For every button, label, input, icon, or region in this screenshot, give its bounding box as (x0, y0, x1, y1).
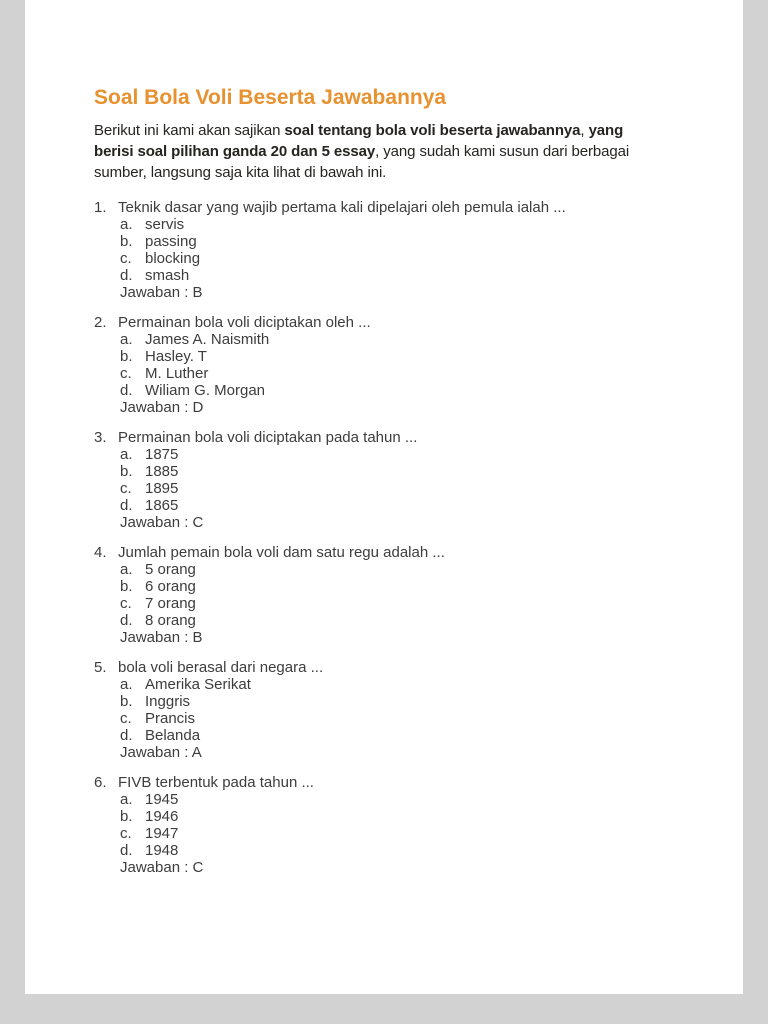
option-letter: c. (120, 365, 132, 382)
option-text: James A. Naismith (145, 331, 270, 348)
option-item (120, 676, 661, 693)
option-letter: b. (120, 808, 133, 825)
option-text: smash (145, 267, 190, 284)
question-text (94, 314, 661, 331)
option-letter: a. (120, 791, 133, 808)
option-item (120, 480, 661, 497)
option-item (120, 331, 661, 348)
option-text: blocking (145, 250, 201, 267)
option-text: Hasley. T (145, 348, 207, 365)
question-item (94, 429, 661, 531)
answer-text: Jawaban : B (120, 284, 203, 301)
question-number: 5. (94, 659, 107, 676)
option-item (120, 446, 661, 463)
option-letter: d. (120, 842, 133, 859)
option-letter: b. (120, 578, 133, 595)
question-body: Jumlah pemain bola voli dam satu regu adalah ... (118, 544, 445, 561)
option-letter: b. (120, 233, 133, 250)
option-list (120, 216, 661, 284)
option-text: servis (145, 216, 185, 233)
option-text: 1875 (145, 446, 179, 463)
option-item (120, 348, 661, 365)
option-letter: a. (120, 676, 133, 693)
option-item (120, 808, 661, 825)
option-item (120, 791, 661, 808)
option-text: Wiliam G. Morgan (145, 382, 266, 399)
question-item (94, 314, 661, 416)
option-letter: b. (120, 348, 133, 365)
question-text (94, 429, 661, 446)
option-item (120, 825, 661, 842)
option-letter: c. (120, 825, 132, 842)
option-letter: c. (120, 250, 132, 267)
question-text (94, 659, 661, 676)
answer-text: Jawaban : C (120, 514, 204, 531)
answer-text: Jawaban : D (120, 399, 204, 416)
option-letter: a. (120, 216, 133, 233)
option-list (120, 676, 661, 744)
option-item (120, 710, 661, 727)
answer-text: Jawaban : C (120, 859, 204, 876)
question-number: 3. (94, 429, 107, 446)
option-item (120, 250, 661, 267)
option-text: 1947 (145, 825, 179, 842)
document-page (25, 0, 743, 994)
option-letter: b. (120, 463, 133, 480)
question-number: 6. (94, 774, 107, 791)
option-text: 7 orang (145, 595, 196, 612)
option-list (120, 561, 661, 629)
question-item (94, 774, 661, 876)
answer-text: Jawaban : A (120, 744, 202, 761)
option-text: Inggris (145, 693, 191, 710)
intro-text-plain: Berikut ini kami akan sajikan (94, 122, 285, 139)
intro-text-bold: soal tentang bola voli beserta jawabannya (284, 122, 581, 139)
option-text: 1885 (145, 463, 179, 480)
question-body: Teknik dasar yang wajib pertama kali dipelajari oleh pemula ialah ... (118, 199, 566, 216)
option-item (120, 561, 661, 578)
option-letter: a. (120, 446, 133, 463)
option-letter: d. (120, 382, 133, 399)
option-item (120, 612, 661, 629)
option-letter: c. (120, 710, 132, 727)
option-text: 1946 (145, 808, 179, 825)
option-text: 5 orang (145, 561, 196, 578)
question-item (94, 659, 661, 761)
option-letter: d. (120, 497, 133, 514)
option-letter: d. (120, 267, 133, 284)
option-text: 1945 (145, 791, 179, 808)
option-letter: b. (120, 693, 133, 710)
option-letter: a. (120, 561, 133, 578)
option-text: 1865 (145, 497, 179, 514)
option-list (120, 446, 661, 514)
option-item (120, 595, 661, 612)
option-item (120, 233, 661, 250)
option-text: 1948 (145, 842, 179, 859)
option-item (120, 693, 661, 710)
question-body: bola voli berasal dari negara ... (118, 659, 324, 676)
option-letter: d. (120, 612, 133, 629)
option-item (120, 727, 661, 744)
option-list (120, 331, 661, 399)
option-text: M. Luther (145, 365, 209, 382)
question-body: Permainan bola voli diciptakan pada tahun ... (118, 429, 418, 446)
intro-paragraph (94, 120, 661, 183)
option-item (120, 842, 661, 859)
question-item (94, 544, 661, 646)
option-list (120, 791, 661, 859)
question-number: 1. (94, 199, 107, 216)
option-text: Belanda (145, 727, 201, 744)
option-text: Amerika Serikat (145, 676, 251, 693)
option-item (120, 463, 661, 480)
option-item (120, 578, 661, 595)
question-number: 4. (94, 544, 107, 561)
question-text (94, 774, 661, 791)
option-letter: a. (120, 331, 133, 348)
option-item (120, 382, 661, 399)
intro-text-plain: , (580, 122, 589, 139)
option-letter: d. (120, 727, 133, 744)
option-item (120, 267, 661, 284)
question-number: 2. (94, 314, 107, 331)
option-text: 1895 (145, 480, 179, 497)
option-text: 8 orang (145, 612, 196, 629)
question-text (94, 544, 661, 561)
option-text: passing (145, 233, 197, 250)
answer-text: Jawaban : B (120, 629, 203, 646)
option-item (120, 216, 661, 233)
question-item (94, 199, 661, 301)
question-text (94, 199, 661, 216)
intro-text-bold: yang berisi soal pilihan ganda 20 dan 5 essay (94, 122, 624, 160)
page-title: Soal Bola Voli Beserta Jawabannya (94, 86, 447, 109)
option-item (120, 365, 661, 382)
intro-text-plain: , yang sudah kami susun dari berbagai sumber, langsung saja kita lihat di bawah ini. (94, 143, 630, 181)
option-letter: c. (120, 595, 132, 612)
option-text: Prancis (145, 710, 196, 727)
option-item (120, 497, 661, 514)
question-body: Permainan bola voli diciptakan oleh ... (118, 314, 371, 331)
option-text: 6 orang (145, 578, 196, 595)
question-body: FIVB terbentuk pada tahun ... (118, 774, 314, 791)
option-letter: c. (120, 480, 132, 497)
